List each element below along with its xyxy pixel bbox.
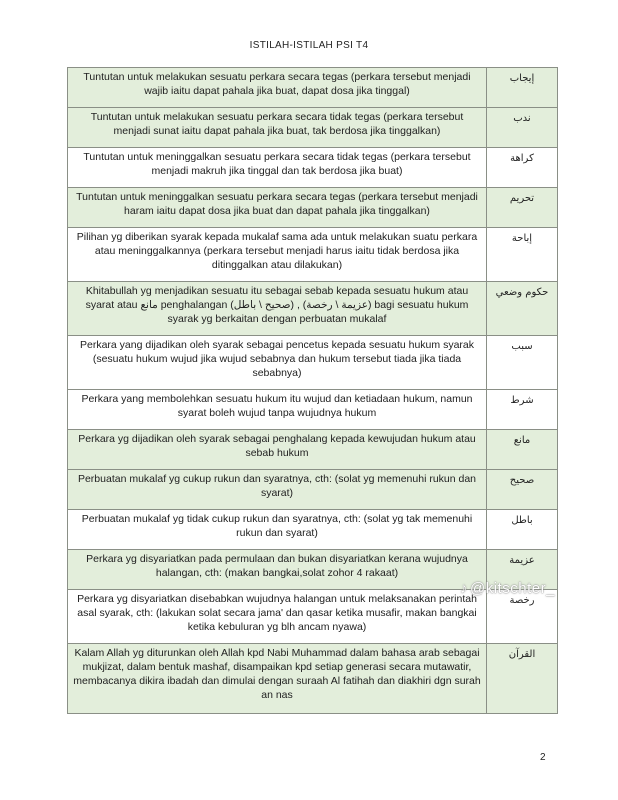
table-row [68, 430, 558, 470]
term-cell: كراهة [487, 148, 558, 188]
table-row [68, 590, 558, 644]
table-row [68, 148, 558, 188]
definition-cell: Pilihan yg diberikan syarak kepada mukalaf sama ada untuk melakukan suatu perkara atau meninggalkannya (perkara tersebut menjadi harus iaitu tidak berdosa jika ditinggalkan atau dilakukan) [68, 228, 487, 282]
term-cell: باطل [487, 510, 558, 550]
definition-cell: Perbuatan mukalaf yg cukup rukun dan syaratnya, cth: (solat yg memenuhi rukun dan syarat) [68, 470, 487, 510]
definition-cell: Perbuatan mukalaf yg tidak cukup rukun dan syaratnya, cth: (solat yg tak memenuhi rukun dan syarat) [68, 510, 487, 550]
table-row [68, 68, 558, 108]
definition-cell: Perkara yg disyariatkan disebabkan wujudnya halangan untuk melaksanakan perintah asal syarak, cth: (lakukan solat secara jama' dan qasar ketika musafir, makan bangkai ketika kebuluran yg blh ancam nyawa) [68, 590, 487, 644]
tiktok-note-icon: ♪ [460, 580, 468, 597]
table-row [68, 510, 558, 550]
term-cell: إباحة [487, 228, 558, 282]
terms-table [67, 67, 558, 714]
table-row [68, 470, 558, 510]
definition-cell: Tuntutan untuk melakukan sesuatu perkara secara tegas (perkara tersebut menjadi wajib iaitu dapat pahala jika buat, dapat dosa jika tinggal) [68, 68, 487, 108]
table-row [68, 282, 558, 336]
definition-cell: Tuntutan untuk meninggalkan sesuatu perkara secara tegas (perkara tersebut menjadi haram iaitu dapat dosa jika buat dan dapat pahala jika tinggalkan) [68, 188, 487, 228]
definition-cell: Perkara yg dijadikan oleh syarak sebagai penghalang kepada kewujudan hukum atau sebab hukum [68, 430, 487, 470]
term-cell: ندب [487, 108, 558, 148]
term-cell: مانع [487, 430, 558, 470]
term-cell: عزيمة [487, 550, 558, 590]
term-cell: تحريم [487, 188, 558, 228]
table-row [68, 390, 558, 430]
definition-cell: Perkara yang dijadikan oleh syarak sebagai pencetus kepada sesuatu hukum syarak (sesuatu hukum wujud jika wujud sebabnya dan hukum tersebut tiada jika tiada sebabnya) [68, 336, 487, 390]
term-cell: القرآن [487, 644, 558, 714]
definition-cell: Perkara yang membolehkan sesuatu hukum itu wujud dan ketiadaan hukum, namun syarat boleh wujud tanpa wujudnya hukum [68, 390, 487, 430]
page-number: 2 [540, 752, 546, 763]
table-row [68, 644, 558, 714]
term-cell: إيجاب [487, 68, 558, 108]
definition-cell: Tuntutan untuk meninggalkan sesuatu perkara secara tidak tegas (perkara tersebut menjadi makruh jika tinggal dan tak berdosa jika buat) [68, 148, 487, 188]
table-row [68, 228, 558, 282]
term-cell: رخصة [487, 590, 558, 644]
definition-cell: Khitabullah yg menjadikan sesuatu itu sebagai sebab kepada sesuatu hukum atau syarat atau مانع penghalangan (صحيح \ باطل) , (عزيمة \ رخصة) bagi sesuatu hukum syarak yg berkaitan dengan perbuatan mukalaf [68, 282, 487, 336]
term-cell: سبب [487, 336, 558, 390]
definition-cell: Kalam Allah yg diturunkan oleh Allah kpd Nabi Muhammad dalam bahasa arab sebagai mukjizat, dalam bentuk mashaf, disampaikan kpd setiap generasi secara mutawatir, membacanya dikira ibadah dan dimulai dengan suraah Al fatihah dan diakhiri dgn surah an nas [68, 644, 487, 714]
definition-cell: Perkara yg disyariatkan pada permulaan dan bukan disyariatkan kerana wujudnya halangan, cth: (makan bangkai,solat zohor 4 rakaat) [68, 550, 487, 590]
term-cell: شرط [487, 390, 558, 430]
watermark [460, 580, 555, 597]
watermark-text: @kitschter_ [470, 580, 555, 597]
term-cell: حكوم وضعي [487, 282, 558, 336]
table-row [68, 108, 558, 148]
page-title: ISTILAH-ISTILAH PSI T4 [249, 40, 369, 51]
definition-cell: Tuntutan untuk melakukan sesuatu perkara secara tidak tegas (perkara tersebut menjadi sunat iaitu dapat pahala jika buat, tak berdosa jika tinggalkan) [68, 108, 487, 148]
table-row [68, 336, 558, 390]
term-cell: صحيح [487, 470, 558, 510]
table-row [68, 188, 558, 228]
